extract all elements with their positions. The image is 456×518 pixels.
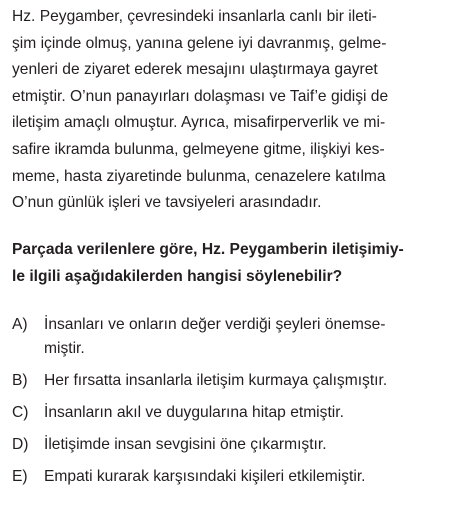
option-letter: D) (12, 435, 29, 453)
option-text-line: Her fırsatta insanlarla iletişim kurmaya çalışmıştır. (44, 371, 388, 389)
option-c[interactable] (12, 401, 448, 425)
option-text (44, 433, 448, 457)
question-stem (12, 236, 448, 290)
option-text (44, 465, 448, 489)
passage-line: O’nun günlük işleri ve tavsiyeleri arasındadır. (12, 194, 322, 212)
question-line: le ilgili aşağıdakilerden hangisi söylenebilir? (12, 267, 343, 285)
option-text (44, 401, 448, 425)
option-b[interactable] (12, 369, 448, 393)
option-letter: B) (12, 371, 28, 389)
option-text-line: İletişimde insan sevgisini öne çıkarmıştır. (44, 435, 327, 453)
option-text-line: miştir. (44, 339, 85, 357)
reading-passage (12, 4, 448, 217)
option-text-line: Empati kurarak karşısındaki kişileri etkilemiştir. (44, 467, 366, 485)
option-text (44, 313, 448, 361)
passage-line: iletişim amaçlı olmuştur. Ayrıca, misafirperverlik ve mi- (12, 114, 386, 132)
option-e[interactable] (12, 465, 448, 489)
option-d[interactable] (12, 433, 448, 457)
passage-line: meme, hasta ziyaretinde bulunma, cenazelere katılma (12, 167, 386, 185)
option-letter: E) (12, 467, 28, 485)
option-a[interactable] (12, 313, 448, 361)
option-text (44, 369, 448, 393)
passage-line: yenleri de ziyaret ederek mesajını ulaştırmaya gayret (12, 61, 378, 79)
option-letter: A) (12, 315, 28, 333)
option-text-line: İnsanları ve onların değer verdiği şeyleri önemse- (44, 315, 386, 333)
question-line: Parçada verilenlere göre, Hz. Peygamberin iletişimiy- (12, 240, 404, 258)
option-letter: C) (12, 403, 29, 421)
passage-line: etmiştir. O’nun panayırları dolaşması ve Taif’e gidişi de (12, 87, 389, 105)
passage-line: safire ikramda bulunma, gelmeyene gitme, ilişkiyi kes- (12, 140, 385, 158)
answer-options (12, 313, 448, 489)
option-text-line: İnsanların akıl ve duygularına hitap etmiştir. (44, 403, 344, 421)
passage-line: Hz. Peygamber, çevresindeki insanlarla canlı bir ileti- (12, 8, 377, 25)
passage-line: şim içinde olmuş, yanına gelene iyi davranmış, gelme- (12, 34, 387, 52)
